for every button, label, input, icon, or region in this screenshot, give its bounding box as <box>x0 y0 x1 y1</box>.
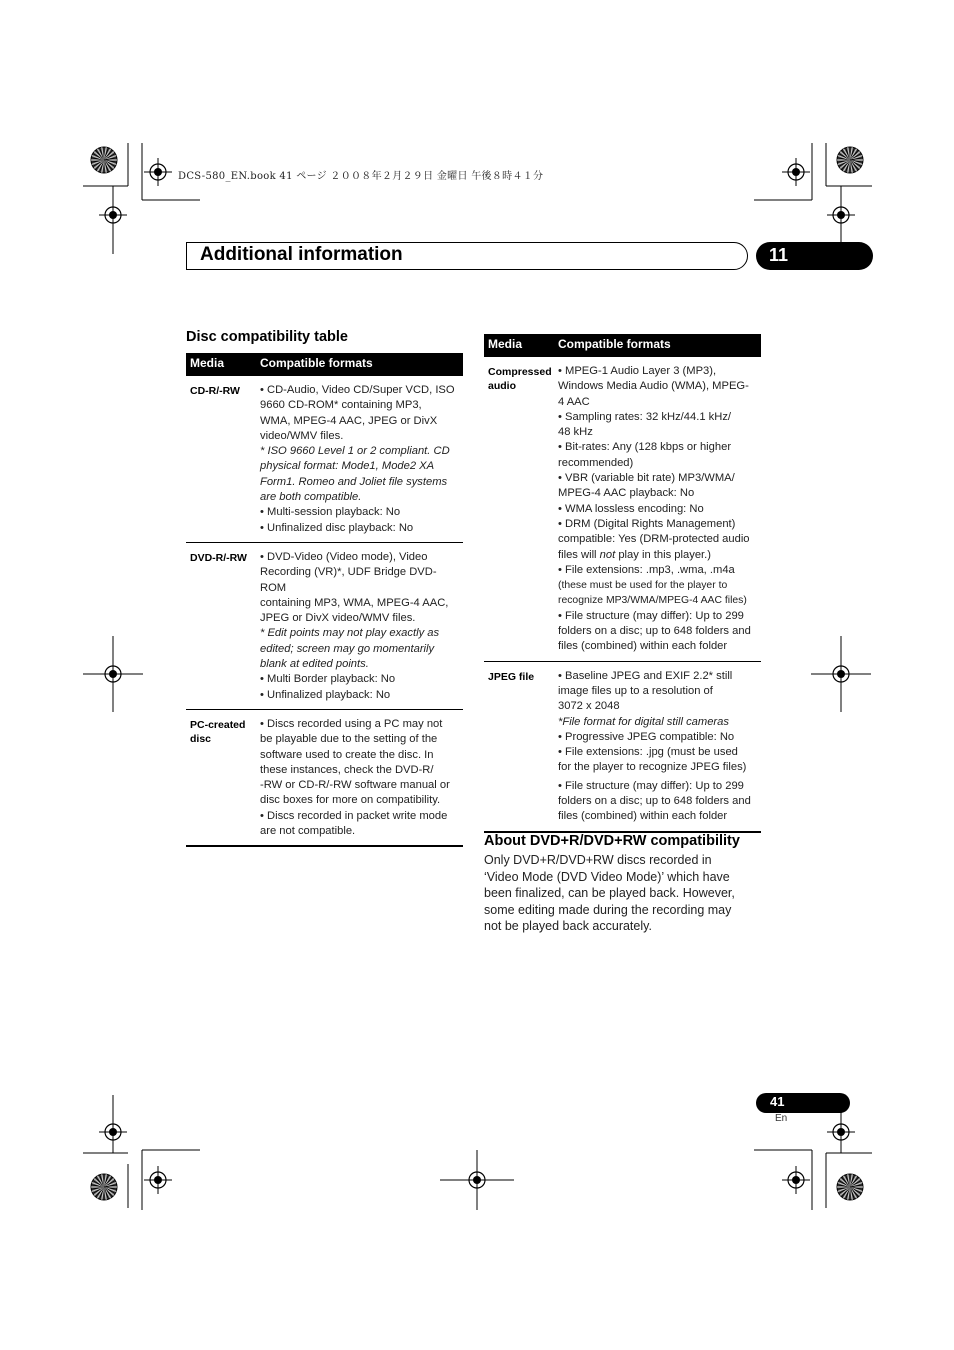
text-line: some editing made during the recording may <box>484 902 732 917</box>
text-line: • Unfinalized disc playback: No <box>260 521 414 534</box>
text-line: • Bit-rates: Any (128 kbps or higher <box>558 441 732 454</box>
formats-cell <box>256 542 463 709</box>
text-line: 3072 x 2048 <box>558 700 620 713</box>
text-line: WMA, MPEG-4 AAC, JPEG or DivX <box>260 414 438 427</box>
text-line: • MPEG-1 Audio Layer 3 (MP3), <box>558 365 717 377</box>
text-line: files (combined) within each folder <box>558 810 728 823</box>
column-header-formats: Compatible formats <box>256 353 463 376</box>
text-line: • File structure (may differ): Up to 299 <box>558 609 744 622</box>
media-cell: JPEG file <box>484 661 554 831</box>
text-line: recognize MP3/WMA/MPEG-4 AAC files) <box>558 595 747 607</box>
text-line: • File structure (may differ): Up to 299 <box>558 779 744 792</box>
text-line: -RW or CD-R/-RW software manual or <box>260 779 450 792</box>
text-fragment: files will <box>558 548 600 561</box>
disc-compatibility-table <box>186 353 463 847</box>
text-line: • Baseline JPEG and EXIF 2.2* still <box>558 669 733 682</box>
text-line: compatible: Yes (DRM-protected audio <box>558 533 750 546</box>
media-cell: CD-R/-RW <box>186 376 256 542</box>
starburst-mark <box>91 1174 117 1200</box>
formats-cell <box>256 376 463 542</box>
footnote-line: * ISO 9660 Level 1 or 2 compliant. CD <box>260 445 450 458</box>
text-line: containing MP3, WMA, MPEG-4 AAC, <box>260 596 449 609</box>
text-line: • VBR (variable bit rate) MP3/WMA/ <box>558 472 735 485</box>
text-line: image files up to a resolution of <box>558 684 713 697</box>
chapter-number: 11 <box>769 245 789 265</box>
media-cell: DVD-R/-RW <box>186 542 256 709</box>
text-line: been finalized, can be played back. However, <box>484 886 735 900</box>
text-line: folders on a disc; up to 648 folders and <box>558 795 751 808</box>
formats-cell <box>256 709 463 846</box>
footnote-line: physical format: Mode1, Mode2 XA <box>260 460 435 473</box>
disc-compatibility-heading: Disc compatibility table <box>186 329 348 345</box>
text-line: • DRM (Digital Rights Management) <box>558 517 736 530</box>
column-header-media: Media <box>484 334 554 357</box>
text-line: video/WMV files. <box>260 429 344 442</box>
text-line: • Multi-session playback: No <box>260 506 401 519</box>
footnote-line: blank at edited points. <box>260 658 369 671</box>
media-label-line: Compressed <box>488 366 552 378</box>
table-header-row <box>186 353 463 376</box>
footnote-line: are both compatible. <box>260 491 362 504</box>
text-line: Only DVD+R/DVD+RW discs recorded in <box>484 853 712 867</box>
text-line: • Multi Border playback: No <box>260 673 396 686</box>
starburst-mark <box>91 147 117 173</box>
text-line: • CD-Audio, Video CD/Super VCD, ISO <box>260 384 455 396</box>
table-row <box>484 357 761 661</box>
text-line: • Sampling rates: 32 kHz/44.1 kHz/ <box>558 410 732 423</box>
media-label-line: audio <box>488 380 516 392</box>
table-header-row <box>484 334 761 357</box>
text-line: • Unfinalized playback: No <box>260 688 391 701</box>
footnote-line: edited; screen may go momentarily <box>260 642 435 655</box>
text-line: Recording (VR)*, UDF Bridge DVD-ROM <box>260 566 437 594</box>
text-line: • WMA lossless encoding: No <box>558 502 704 515</box>
table-row <box>186 542 463 709</box>
text-line <box>558 548 757 563</box>
text-line: ‘Video Mode (DVD Video Mode)’ which have <box>484 869 730 884</box>
media-label-line: disc <box>190 732 212 745</box>
media-cell <box>186 709 256 846</box>
text-line: 4 AAC <box>558 395 590 408</box>
text-line: MPEG-4 AAC playback: No <box>558 487 695 500</box>
table-row <box>484 661 761 831</box>
print-header: DCS-580_EN.book 41 ページ ２００８年２月２９日 金曜日 午後８時４１分 <box>178 171 544 182</box>
text-line: not be played back accurately. <box>484 919 652 933</box>
about-dvd-heading: About DVD+R/DVD+RW compatibility <box>484 833 740 849</box>
text-line: 9660 CD-ROM* containing MP3, <box>260 399 422 412</box>
text-fragment: play in this player.) <box>615 548 711 561</box>
starburst-mark <box>837 1174 863 1200</box>
text-line: be playable due to the setting of the <box>260 733 438 746</box>
media-label-line: PC-created <box>190 718 246 731</box>
media-cell <box>484 357 554 661</box>
starburst-mark <box>837 147 863 173</box>
page-number: 41 <box>770 1094 785 1109</box>
text-line: disc boxes for more on compatibility. <box>260 794 441 807</box>
text-line: are not compatible. <box>260 825 356 838</box>
text-line: these instances, check the DVD-R/ <box>260 763 434 776</box>
column-header-media: Media <box>186 353 256 376</box>
text-line: software used to create the disc. In <box>260 748 434 761</box>
chapter-title: Additional information <box>200 244 403 265</box>
table-row <box>186 376 463 542</box>
text-line: • Discs recorded using a PC may not <box>260 717 443 730</box>
text-line: folders on a disc; up to 648 folders and <box>558 625 751 638</box>
about-dvd-body <box>484 852 764 935</box>
formats-cell <box>554 357 761 661</box>
text-line: • Discs recorded in packet write mode <box>260 809 448 822</box>
text-line: for the player to recognize JPEG files) <box>558 761 747 774</box>
language-label: En <box>775 1113 788 1124</box>
footnote-line: * Edit points may not play exactly as <box>260 627 440 640</box>
footnote-line: *File format for digital still cameras <box>558 715 729 728</box>
text-line: files (combined) within each folder <box>558 640 728 653</box>
text-line: • File extensions: .mp3, .wma, .m4a <box>558 563 735 576</box>
footnote-line: Form1. Romeo and Joliet file systems <box>260 475 448 488</box>
text-line: • File extensions: .jpg (must be used <box>558 746 738 759</box>
text-line: JPEG or DivX video/WMV files. <box>260 612 416 625</box>
text-line: 48 kHz <box>558 426 593 439</box>
text-line: • Progressive JPEG compatible: No <box>558 730 735 743</box>
compatibility-table-continued <box>484 334 761 833</box>
column-header-formats: Compatible formats <box>554 334 761 357</box>
text-line: (these must be used for the player to <box>558 580 728 592</box>
text-line: recommended) <box>558 456 634 469</box>
text-line: • DVD-Video (Video mode), Video <box>260 550 428 563</box>
table-row <box>186 709 463 846</box>
formats-cell <box>554 661 761 831</box>
text-line: Windows Media Audio (WMA), MPEG- <box>558 380 749 393</box>
emphasis-not: not <box>599 548 616 561</box>
